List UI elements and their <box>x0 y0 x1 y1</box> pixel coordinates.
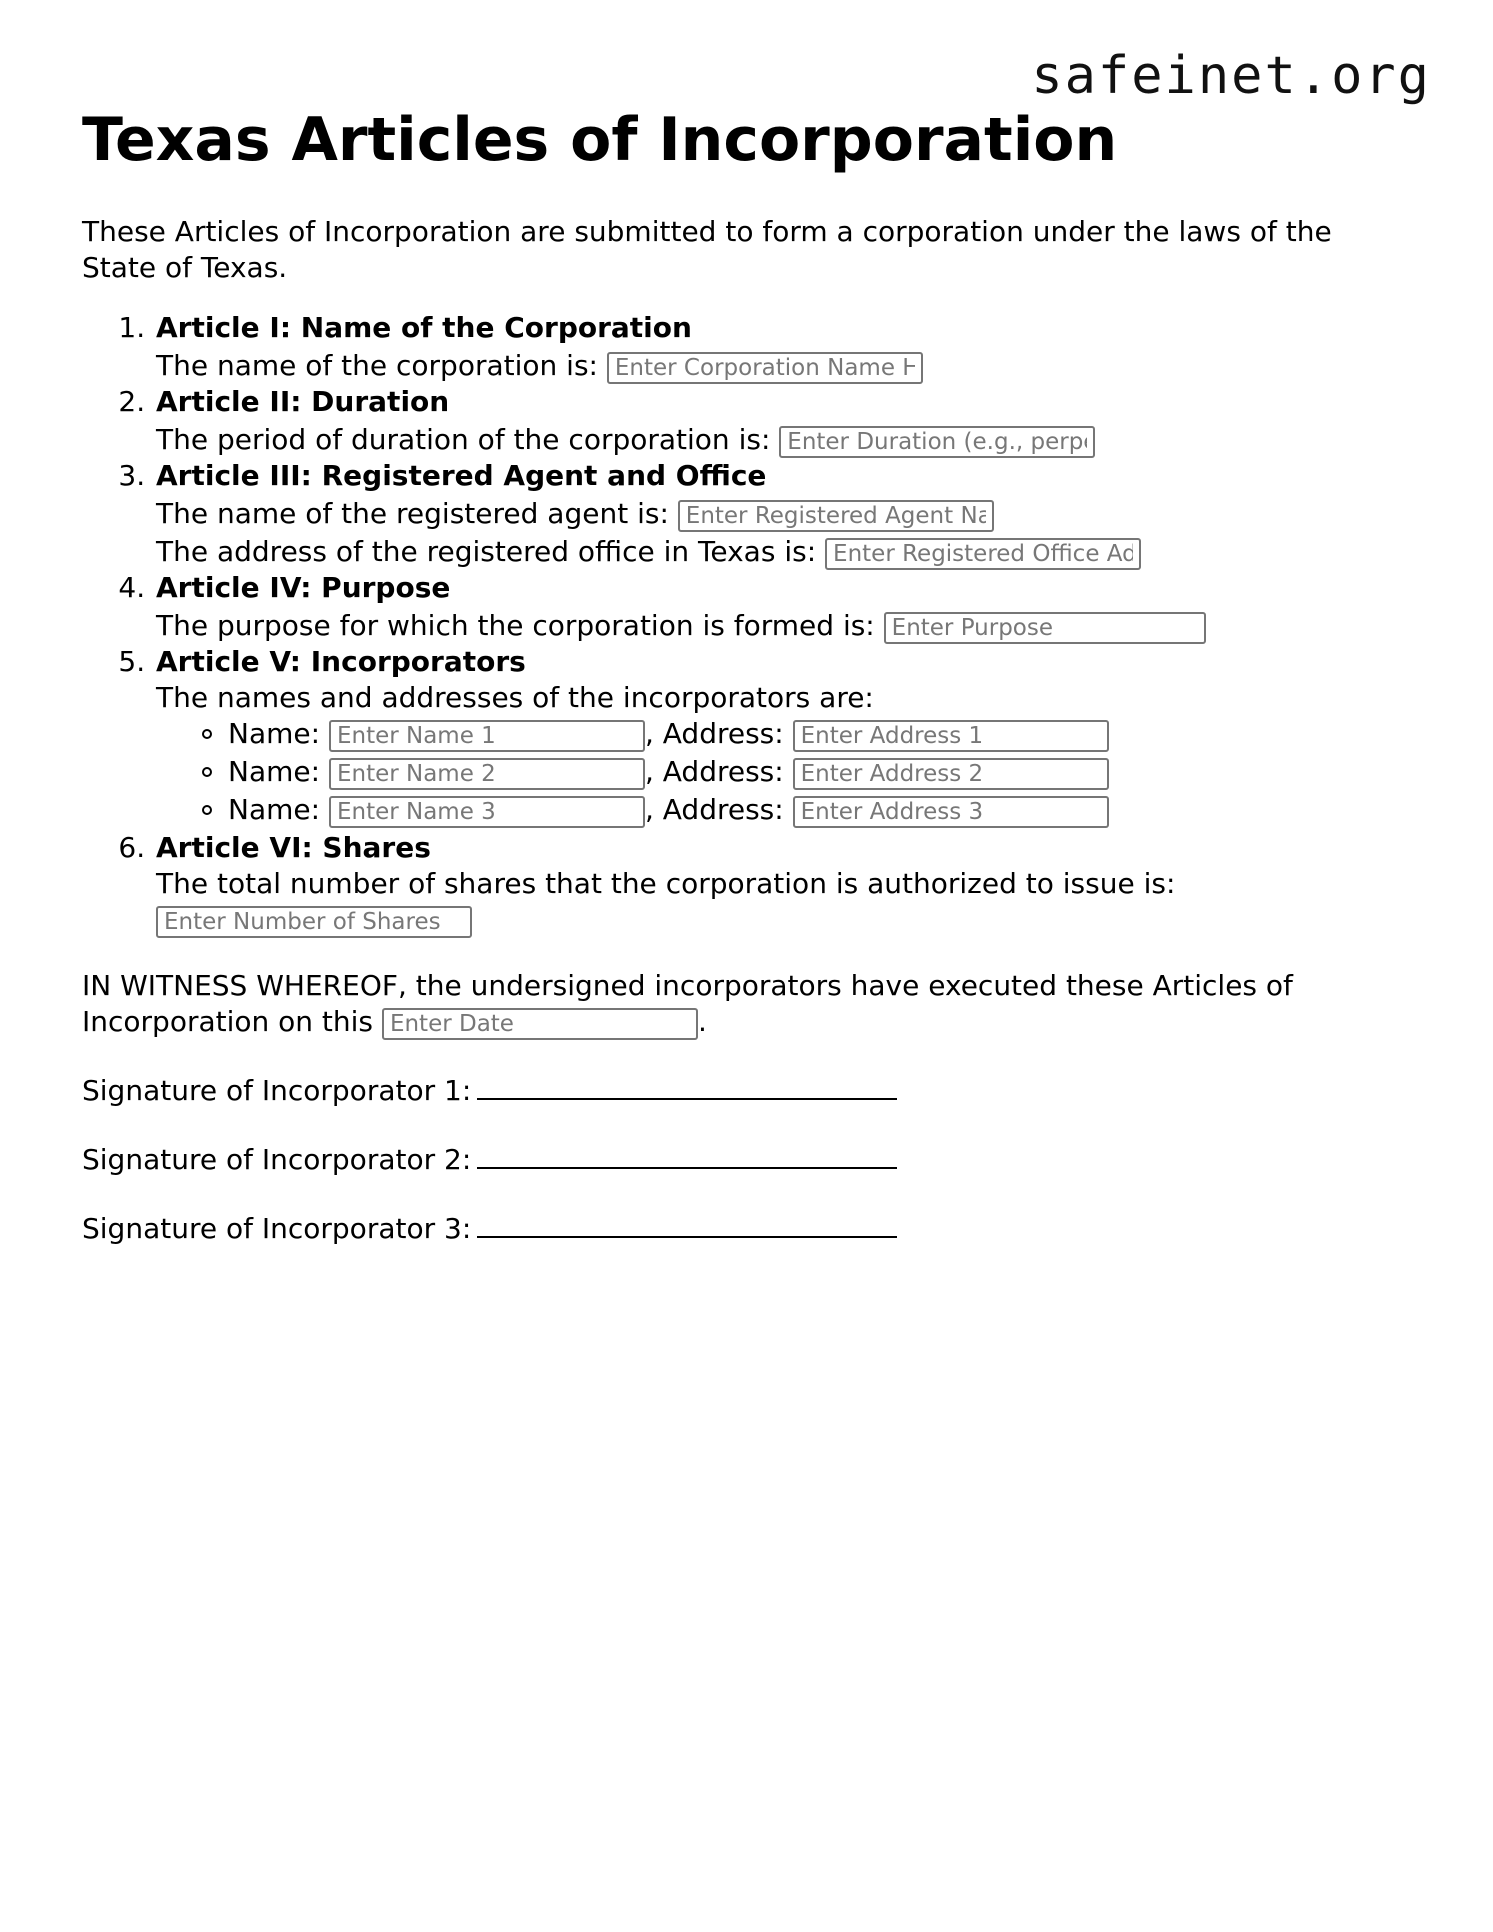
article-text: The names and addresses of the incorporators are: <box>156 681 874 714</box>
page-title: Texas Articles of Incorporation <box>82 105 1118 175</box>
shares-input[interactable] <box>156 906 472 938</box>
signature-line <box>477 1206 897 1238</box>
incorporator-3-address-input[interactable] <box>793 796 1109 828</box>
name-label: Name: <box>228 717 321 750</box>
articles-list <box>82 310 1412 938</box>
incorporator-row <box>196 792 1412 830</box>
purpose-input[interactable] <box>884 612 1206 644</box>
bullet-icon <box>202 767 212 777</box>
incorporator-2-name-input[interactable] <box>329 758 645 790</box>
signature-2 <box>82 1137 1412 1178</box>
article-title: 2. Article II: Duration <box>156 385 450 418</box>
article-text: The address of the registered office in Texas is: <box>156 535 817 568</box>
article-body <box>156 422 1412 458</box>
article-title: 4. Article IV: Purpose <box>156 571 451 604</box>
bullet-icon <box>202 729 212 739</box>
corporation-name-input[interactable] <box>607 352 923 384</box>
signature-3 <box>82 1206 1412 1247</box>
witness-paragraph <box>82 968 1412 1040</box>
document <box>82 104 1412 1247</box>
article-title: 5. Article V: Incorporators <box>156 645 526 678</box>
address-label: , Address: <box>644 755 784 788</box>
name-label: Name: <box>228 755 321 788</box>
incorporator-1-address-input[interactable] <box>793 720 1109 752</box>
article-6 <box>154 830 1412 938</box>
registered-office-input[interactable] <box>825 538 1141 570</box>
registered-agent-input[interactable] <box>678 500 994 532</box>
article-text: The name of the registered agent is: <box>156 497 669 530</box>
incorporator-row <box>196 754 1412 792</box>
article-text: The period of duration of the corporation is: <box>156 423 771 456</box>
signature-line <box>477 1137 897 1169</box>
article-body-2 <box>156 534 1412 570</box>
signature-label: Signature of Incorporator 3: <box>82 1212 472 1245</box>
article-body <box>156 348 1412 384</box>
incorporator-3-name-input[interactable] <box>329 796 645 828</box>
article-body <box>156 608 1412 644</box>
witness-end: . <box>697 1005 707 1038</box>
incorporator-row <box>196 716 1412 754</box>
signature-label: Signature of Incorporator 2: <box>82 1143 472 1176</box>
intro-paragraph: These Articles of Incorporation are submitted to form a corporation under the laws of the State of Texas. <box>82 215 1332 284</box>
signature-1 <box>82 1068 1412 1109</box>
article-5 <box>154 644 1412 830</box>
article-title: 3. Article III: Registered Agent and Office <box>156 459 767 492</box>
incorporators-list <box>156 716 1412 830</box>
watermark: safeinet.org <box>1031 46 1431 106</box>
article-3 <box>154 458 1412 570</box>
article-title: 1. Article I: Name of the Corporation <box>156 311 692 344</box>
address-label: , Address: <box>644 717 784 750</box>
address-label: , Address: <box>644 793 784 826</box>
article-body <box>156 902 1412 938</box>
name-label: Name: <box>228 793 321 826</box>
incorporator-2-address-input[interactable] <box>793 758 1109 790</box>
article-2 <box>154 384 1412 458</box>
article-body <box>156 496 1412 532</box>
signature-label: Signature of Incorporator 1: <box>82 1074 472 1107</box>
article-1 <box>154 310 1412 384</box>
incorporator-1-name-input[interactable] <box>329 720 645 752</box>
article-text: The purpose for which the corporation is formed is: <box>156 609 875 642</box>
article-title: 6. Article VI: Shares <box>156 831 431 864</box>
witness-text: IN WITNESS WHEREOF, the undersigned incorporators have executed these Articles of Incorporation on this <box>82 969 1293 1038</box>
signature-line <box>477 1068 897 1100</box>
article-4 <box>154 570 1412 644</box>
date-input[interactable] <box>382 1008 698 1040</box>
bullet-icon <box>202 805 212 815</box>
article-text: The name of the corporation is: <box>156 349 598 382</box>
duration-input[interactable] <box>779 426 1095 458</box>
article-text: The total number of shares that the corporation is authorized to issue is: <box>156 867 1176 900</box>
